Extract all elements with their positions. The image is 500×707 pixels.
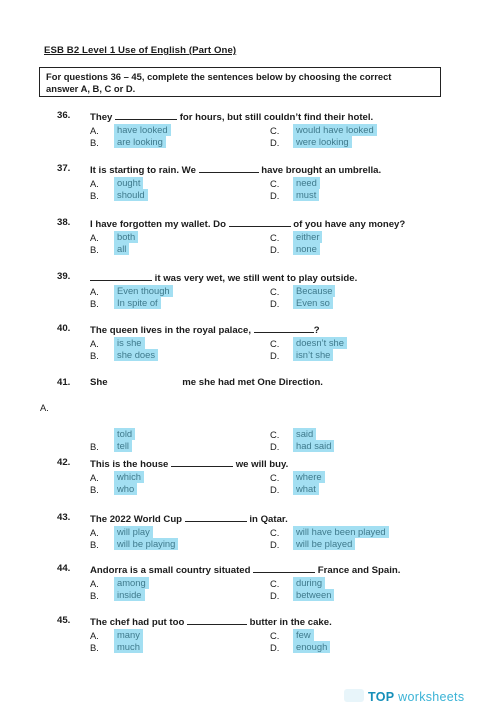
answer-option[interactable]: are looking <box>114 136 166 148</box>
option-letter: D. <box>270 137 280 148</box>
stem-after-blank: for hours, but still couldn’t find their hotel. <box>177 112 374 123</box>
instructions-line-1: For questions 36 – 45, complete the sentences below by choosing the correct <box>46 71 392 82</box>
option-letter: A. <box>90 472 99 483</box>
answer-blank <box>253 563 315 573</box>
answer-option[interactable]: should <box>114 189 148 201</box>
answer-blank <box>199 163 259 173</box>
answer-option[interactable]: much <box>114 641 143 653</box>
answer-option[interactable]: what <box>293 483 319 495</box>
answer-option[interactable]: will have been played <box>293 526 389 538</box>
option-letter: C. <box>270 125 280 136</box>
option-letter: B. <box>90 539 99 550</box>
question-42 <box>0 457 500 501</box>
answer-option[interactable]: who <box>114 483 137 495</box>
option-letter: C. <box>270 232 280 243</box>
question-number: 44. <box>57 563 71 574</box>
answer-blank <box>185 512 247 522</box>
answer-option[interactable]: between <box>293 589 334 601</box>
question-43 <box>0 512 500 556</box>
answer-blank <box>187 615 247 625</box>
stem-after-blank: France and Spain. <box>315 565 401 576</box>
option-letter: C. <box>270 338 280 349</box>
answer-option[interactable]: tell <box>114 440 132 452</box>
question-44 <box>0 563 500 607</box>
option-letter: C. <box>270 178 280 189</box>
option-letter: D. <box>270 350 280 361</box>
brand-part-top: TOP <box>368 690 395 704</box>
answer-option[interactable]: will be playing <box>114 538 178 550</box>
question-45 <box>0 615 500 659</box>
option-letter: C. <box>270 578 280 589</box>
question-stem <box>90 217 405 230</box>
stem-before-blank: I have forgotten my wallet. Do <box>90 219 229 230</box>
option-letter: C. <box>270 630 280 641</box>
answer-blank <box>171 457 233 467</box>
answer-option[interactable]: she does <box>114 349 158 361</box>
option-letter: D. <box>270 539 280 550</box>
stem-after-blank: me she had met One Direction. <box>110 377 323 388</box>
answer-option[interactable]: will play <box>114 526 153 538</box>
stem-after-blank: have brought an umbrella. <box>258 165 382 176</box>
option-letter: A. <box>90 286 99 297</box>
question-38 <box>0 217 500 261</box>
worksheet-title: ESB B2 Level 1 Use of English (Part One) <box>44 45 237 56</box>
option-letter: B. <box>90 244 99 255</box>
answer-option[interactable]: all <box>114 243 129 255</box>
answer-option[interactable]: doesn’t she <box>293 337 347 349</box>
answer-blank <box>229 217 291 227</box>
answer-option[interactable]: In spite of <box>114 297 161 309</box>
stem-after-blank: of you have any money? <box>290 219 406 230</box>
stem-before-blank: The 2022 World Cup <box>90 514 185 525</box>
stem-before-blank: She <box>90 377 111 388</box>
answer-option[interactable]: either <box>293 231 322 243</box>
question-number: 40. <box>57 323 71 334</box>
question-number: 42. <box>57 457 71 468</box>
option-letter: B. <box>90 590 99 601</box>
stem-after-blank: it was very wet, we still went to play outside. <box>152 273 358 284</box>
question-stem <box>90 323 320 336</box>
option-letter: D. <box>270 298 280 309</box>
stem-after-blank: ? <box>313 325 320 336</box>
answer-option[interactable]: is she <box>114 337 145 349</box>
option-letter: B. <box>90 441 99 452</box>
question-39 <box>0 271 500 315</box>
answer-option[interactable]: need <box>293 177 320 189</box>
stray-option-letter: A. <box>40 402 49 413</box>
option-letter: D. <box>270 484 280 495</box>
question-number: 45. <box>57 615 71 626</box>
question-number: 37. <box>57 163 71 174</box>
answer-option[interactable]: during <box>293 577 325 589</box>
instructions-line-2: answer A, B, C or D. <box>46 83 136 94</box>
option-letter: B. <box>90 137 99 148</box>
stem-after-blank: we will buy. <box>233 459 289 470</box>
question-stem <box>90 512 288 525</box>
question-stem <box>90 163 381 176</box>
question-stem <box>90 457 288 470</box>
option-letter: B. <box>90 190 99 201</box>
answer-option[interactable]: were looking <box>293 136 352 148</box>
brand-part-worksheets: worksheets <box>394 690 465 704</box>
option-letter: A. <box>90 527 99 538</box>
answer-option[interactable]: none <box>293 243 320 255</box>
answer-option[interactable]: ought <box>114 177 143 189</box>
answer-blank <box>254 323 314 333</box>
answer-option[interactable]: Because <box>293 285 335 297</box>
question-number: 41. <box>57 377 71 388</box>
question-number: 38. <box>57 217 71 228</box>
option-letter: A. <box>90 630 99 641</box>
option-letter: B. <box>90 350 99 361</box>
option-letter: B. <box>90 642 99 653</box>
stem-before-blank: Andorra is a small country situated <box>90 565 254 576</box>
option-letter: A. <box>90 338 99 349</box>
question-number: 39. <box>57 271 71 282</box>
question-stem <box>90 271 357 284</box>
answer-blank <box>115 110 177 120</box>
question-40 <box>0 323 500 367</box>
question-stem <box>90 563 400 576</box>
option-letter: B. <box>90 484 99 495</box>
answer-option[interactable]: which <box>114 471 144 483</box>
option-letter: D. <box>270 441 280 452</box>
answer-option[interactable]: enough <box>293 641 330 653</box>
answer-blank <box>90 271 152 281</box>
option-letter: C. <box>270 472 280 483</box>
option-letter: A. <box>90 178 99 189</box>
option-letter: C. <box>270 286 280 297</box>
brand-logo-icon <box>344 689 364 702</box>
answer-option[interactable]: had said <box>293 440 334 452</box>
option-letter: B. <box>90 298 99 309</box>
answer-option[interactable]: isn’t she <box>293 349 333 361</box>
option-letter: A. <box>90 578 99 589</box>
option-letter: C. <box>270 527 280 538</box>
answer-option[interactable]: said <box>293 428 316 440</box>
brand-watermark[interactable] <box>368 690 464 704</box>
question-37 <box>0 163 500 207</box>
option-letter: D. <box>270 642 280 653</box>
option-letter: D. <box>270 590 280 601</box>
stem-after-blank: in Qatar. <box>246 514 288 525</box>
answer-option[interactable]: told <box>114 428 135 440</box>
answer-option[interactable]: many <box>114 629 143 641</box>
stem-before-blank: The queen lives in the royal palace, <box>90 325 254 336</box>
question-36 <box>0 110 500 154</box>
stem-before-blank: It is starting to rain. We <box>90 165 199 176</box>
question-41 <box>0 377 500 452</box>
option-letter: A. <box>90 232 99 243</box>
answer-option[interactable]: will be played <box>293 538 355 550</box>
answer-option[interactable]: Even though <box>114 285 173 297</box>
answer-option[interactable]: Even so <box>293 297 333 309</box>
answer-option[interactable]: few <box>293 629 314 641</box>
answer-option[interactable]: among <box>114 577 149 589</box>
instructions-box <box>39 67 441 97</box>
answer-option[interactable]: would have looked <box>293 124 377 136</box>
stem-before-blank: The chef had put too <box>90 617 187 628</box>
question-stem <box>90 377 323 388</box>
option-letter: D. <box>270 244 280 255</box>
question-number: 36. <box>57 110 71 121</box>
question-stem <box>90 110 373 123</box>
stem-before-blank: They <box>90 112 116 123</box>
answer-option[interactable]: both <box>114 231 138 243</box>
question-stem <box>90 615 332 628</box>
answer-option[interactable]: where <box>293 471 325 483</box>
stem-after-blank: butter in the cake. <box>247 617 332 628</box>
answer-option[interactable]: must <box>293 189 319 201</box>
question-number: 43. <box>57 512 71 523</box>
stem-before-blank: This is the house <box>90 459 172 470</box>
option-letter: D. <box>270 190 280 201</box>
option-letter: A. <box>90 125 99 136</box>
answer-option[interactable]: inside <box>114 589 145 601</box>
answer-option[interactable]: have looked <box>114 124 171 136</box>
option-letter: C. <box>270 429 280 440</box>
